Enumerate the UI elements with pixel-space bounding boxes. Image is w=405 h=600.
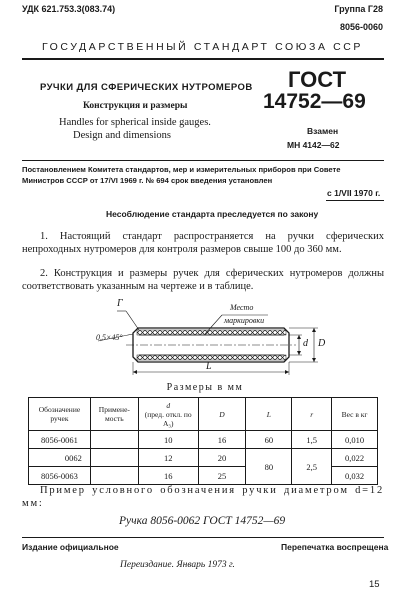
drawing-label-D: D: [318, 338, 326, 349]
col-L: L: [246, 398, 292, 431]
col-r: r: [292, 398, 332, 431]
dimensions-table: [28, 397, 378, 485]
table-caption: Размеры в мм: [166, 382, 244, 393]
col-application: Примене-мость: [90, 398, 138, 431]
reprint-date: Переиздание. Январь 1973 г.: [120, 560, 235, 570]
cell-r: 1,5: [292, 431, 332, 449]
state-standard-heading: ГОСУДАРСТВЕННЫЙ СТАНДАРТ СОЮЗА ССР: [41, 41, 364, 53]
cell-designation: 8056-0061: [29, 431, 91, 449]
reprint-banned: Перепечатка воспрещена: [281, 542, 389, 552]
header-rule: [22, 58, 384, 60]
title-ru-main: РУЧКИ ДЛЯ СФЕРИЧЕСКИХ НУТРОМЕРОВ: [40, 82, 253, 93]
page-number: 15: [369, 579, 380, 590]
cell-D: 16: [198, 431, 246, 449]
footer-rule: [22, 537, 384, 538]
col-D: D: [198, 398, 246, 431]
cell-weight: 0,010: [332, 431, 378, 449]
cell-L: 60: [246, 431, 292, 449]
col-weight: Вес в кг: [332, 398, 378, 431]
title-ru-sub: Конструкция и размеры: [83, 101, 188, 111]
table-row: [29, 431, 378, 449]
drawing-label-g: Г: [117, 298, 123, 309]
col-d-main: d: [166, 400, 171, 410]
paragraph-1: 1. Настоящий стандарт распространяется на ручки сферических непроходных нутромеров для контроля размеров свыше 100 до 360 мм.: [22, 231, 384, 255]
resolution-line2: Министров СССР от 17/VI 1969 г. № 694 срок введения установлен: [22, 176, 273, 185]
paragraph-2: 2. Конструкция и размеры ручек для сферических нутромеров должны соответствовать указанным на чертеже и в таблице.: [22, 268, 384, 292]
cell-L: 80: [246, 449, 292, 485]
col-designation: Обозначение ручек: [29, 398, 91, 431]
cell-D: 20: [198, 449, 246, 467]
table-row: [29, 449, 378, 467]
cell-designation: 8056-0063: [29, 467, 91, 485]
title-rule: [22, 160, 384, 161]
group-code: Группа Г28: [334, 4, 383, 14]
drawing-label-mark: маркировки: [224, 316, 265, 325]
col-d-note: (пред. откл. по A₃): [144, 409, 192, 428]
replaces-label: Взамен: [307, 126, 339, 136]
drawing-label-chamfer: 0,5×45°: [96, 333, 123, 342]
drawing-label-L: L: [206, 361, 212, 372]
cell-d: 12: [138, 449, 198, 467]
title-en-line1: Handles for spherical inside gauges.: [59, 117, 211, 128]
cell-D: 25: [198, 467, 246, 485]
knurl-top: [137, 330, 286, 335]
cell-d: 16: [138, 467, 198, 485]
effective-date-underline: [326, 200, 384, 201]
udk-code: УДК 621.753.3(083.74): [22, 4, 116, 14]
knurl-bottom: [137, 355, 286, 360]
cell-application: [90, 431, 138, 449]
cell-weight: 0,022: [332, 449, 378, 467]
cell-designation: 0062: [29, 449, 91, 467]
col-d: [138, 398, 198, 431]
gost-label: ГОСТ: [288, 67, 347, 92]
cell-d: 10: [138, 431, 198, 449]
title-en-line2: Design and dimensions: [73, 130, 171, 141]
gost-number: 14752—69: [263, 90, 366, 113]
handle-drawing: [0, 290, 405, 380]
example-text: Пример условного обозначения ручки диаметром d=12 мм:: [22, 485, 384, 509]
drawing-label-d: d: [303, 338, 308, 349]
cell-application: [90, 467, 138, 485]
official-edition: Издание официальное: [22, 542, 119, 552]
effective-date: с 1/VII 1970 г.: [327, 188, 381, 198]
law-warning: Несоблюдение стандарта преследуется по закону: [106, 209, 319, 219]
example-formula: Ручка 8056-0062 ГОСТ 14752—69: [119, 515, 286, 527]
drawing-label-place: Место: [230, 303, 254, 312]
cell-application: [90, 449, 138, 467]
table-header-row: [29, 398, 378, 431]
cell-r: 2,5: [292, 449, 332, 485]
cell-weight: 0,032: [332, 467, 378, 485]
replaces-value: МН 4142—62: [287, 140, 340, 150]
doc-code: 8056-0060: [339, 22, 383, 32]
resolution-line1: Постановлением Комитета стандартов, мер и измерительных приборов при Совете: [22, 165, 341, 174]
